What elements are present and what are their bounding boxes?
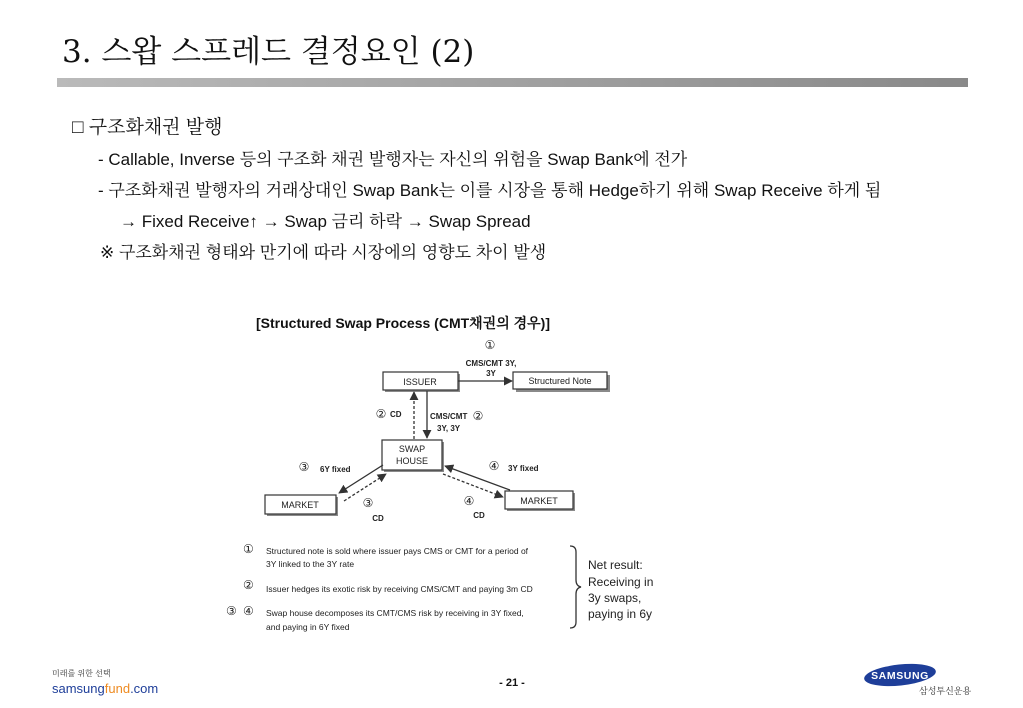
flow-3-fixed-label: 6Y fixed [320,465,351,474]
slide-title: 3. 스왑 스프레드 결정요인 (2) [62,34,475,70]
diagram-caption: [Structured Swap Process (CMT채권의 경우)] [256,315,550,331]
swap-house-label-line1: SWAP [398,444,426,454]
bullet-line: - Callable, Inverse 등의 구조화 채권 발행자는 자신의 위험을 Swap Bank에 전가 [98,150,688,169]
site-part-com: .com [130,681,159,696]
market-left-label: MARKET [281,500,319,510]
flow-4-cd-marker: ④ [463,494,475,508]
flow-4-fixed-label: 3Y fixed [508,464,539,473]
flow-2-cd-marker: ② [375,407,387,421]
reference-note-line: ※ 구조화채권 형태와 만기에 따라 시장에의 영향도 차이 발생 [100,243,547,262]
structured-note-label: Structured Note [528,376,592,386]
note-3-line2: and paying in 6Y fixed [266,622,350,632]
net-result-line: Receiving in [588,575,654,589]
flow-3-fixed-marker: ③ [298,460,310,474]
flow-2-cms-label-line2: 3Y, 3Y [437,424,461,433]
net-result-line: Net result: [588,558,643,572]
section-heading: □ 구조화채권 발행 [72,117,223,138]
note-1-line2: 3Y linked to the 3Y rate [266,559,355,569]
note-1-line1: Structured note is sold where issuer pays CMS or CMT for a period of [266,546,529,556]
note-1-marker: ① [243,542,254,556]
note-3-marker-b: ④ [243,604,254,618]
flow-1-label-line1: CMS/CMT 3Y, [465,359,517,368]
page-number: - 21 - [499,677,525,689]
note-3-marker-a: ③ [226,604,237,618]
flow-2-cd-label: CD [390,410,402,419]
net-result-line: paying in 6y [588,607,653,621]
footer-site [52,681,158,696]
footer-tagline: 미래를 위한 선택 [52,669,111,678]
note-2-marker: ② [243,578,254,592]
flow-3-cd-marker: ③ [362,496,374,510]
samsung-logo-text: SAMSUNG [871,670,929,682]
net-result-line: 3y swaps, [588,591,642,605]
note-3-line1: Swap house decomposes its CMT/CMS risk by receiving in 3Y fixed, [266,608,524,618]
flow-4-fixed-marker: ④ [488,459,500,473]
flow-4-cd-label: CD [473,511,485,520]
note-2-line1: Issuer hedges its exotic risk by receiving CMS/CMT and paying 3m CD [266,584,533,594]
site-part-fund: fund [104,681,131,696]
flow-3-cd-label: CD [372,514,384,523]
notes-brace [570,546,581,628]
issuer-label: ISSUER [403,377,437,387]
flow-1-marker: ① [484,338,496,352]
market-right-label: MARKET [520,496,558,506]
company-name: 삼성투신운용 [919,686,972,696]
site-part-samsung: samsung [52,681,105,696]
flow-1-label-line2: 3Y [486,369,496,378]
swap-house-label-line2: HOUSE [395,456,429,466]
arrow-line: → Fixed Receive↑ → Swap 금리 하락 → Swap Spread [120,212,531,231]
flow-2-cms-label-line1: CMS/CMT [430,412,468,421]
flow-2-cms-marker: ② [472,409,484,423]
bullet-line: - 구조화채권 발행자의 거래상대인 Swap Bank는 이를 시장을 통해 Hedge하기 위해 Swap Receive 하게 됨 [98,181,882,200]
